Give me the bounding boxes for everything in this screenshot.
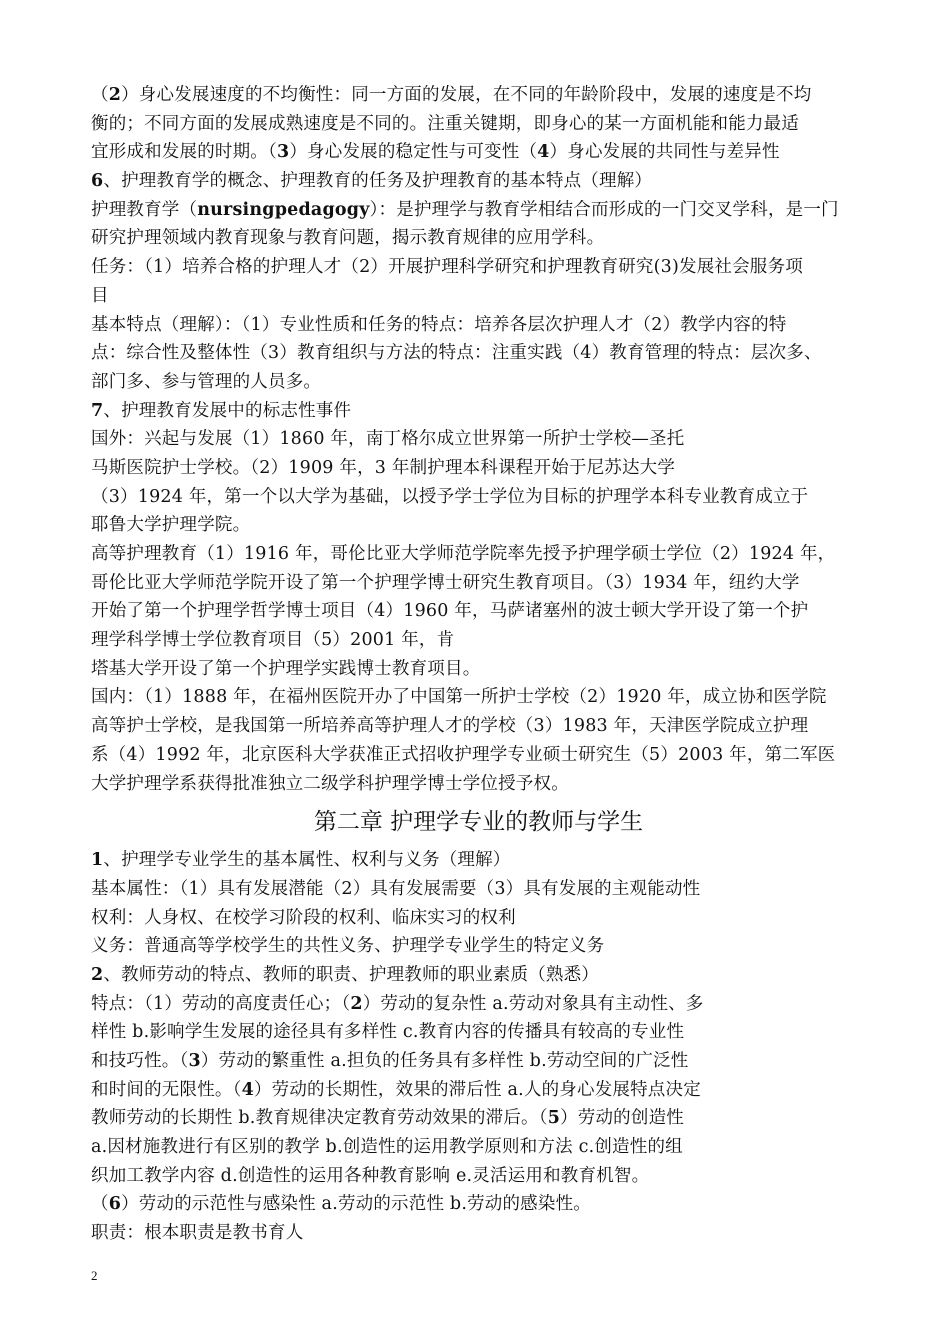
section-1-content [91,81,866,798]
text-line: （2）身心发展速度的不均衡性：同一方面的发展，在不同的年龄阶段中，发展的速度是不均 [91,85,812,105]
text-line: 宜形成和发展的时期。（3）身心发展的稳定性与可变性（4）身心发展的共同性与差异性 [91,142,780,163]
chapter-title: 第二章 护理学专业的教师与学生 [313,809,644,836]
text-line: （3）1924 年，第一个以大学为基础，以授予学士学位为目标的护理学本科专业教育成立于 [91,486,809,507]
text-line: 衡的；不同方面的发展成熟速度是不同的。注重关键期，即身心的某一方面机能和能力最适 [91,113,799,134]
text-line: 高等护理教育（1）1916 年，哥伦比亚大学师范学院率先授予护理学硕士学位（2）1924 年， [91,544,836,564]
text-line: 基本特点（理解）：（1）专业性质和任务的特点：培养各层次护理人才（2）教学内容的特 [91,314,787,335]
text-line: 国内：（1）1888 年，在福州医院开办了中国第一所护士学校（2）1920 年，成立协和医学院 [91,687,827,708]
text-line: 和时间的无限性。（4）劳动的长期性，效果的滞后性 a.人的身心发展特点决定 [91,1079,701,1100]
text-line: 塔基大学开设了第一个护理学实践博士教育项目。 [91,658,481,679]
text-line: 耶鲁大学护理学院。 [91,515,251,536]
section-2-content [91,846,866,1248]
text-line: 理学科学博士学位教育项目（5）2001 年，肯 [91,630,455,651]
text-line: 大学护理学系获得批准独立二级学科护理学博士学位授予权。 [91,773,569,794]
text-line: 系（4）1992 年，北京医科大学获准正式招收护理学专业硕士研究生（5）2003 年，第二军医 [91,744,836,765]
text-line: （6）劳动的示范性与感染性 a.劳动的示范性 b.劳动的感染性。 [91,1194,591,1215]
document-body [91,81,866,1248]
text-line: 护理教育学（nursingpedagogy）：是护理学与教育学相结合而形成的一门交叉学科，是一门 [91,199,839,220]
text-line: 样性 b.影响学生发展的途径具有多样性 c.教育内容的传播具有较高的专业性 [91,1022,685,1043]
text-line: 和技巧性。（3）劳动的繁重性 a.担负的任务具有多样性 b.劳动空间的广泛性 [91,1051,689,1071]
text-line: a.因材施教进行有区别的教学 b.创造性的运用教学原则和方法 c.创造性的组 [91,1137,683,1158]
text-line: 基本属性：（1）具有发展潜能（2）具有发展需要（3）具有发展的主观能动性 [91,878,701,899]
text-line: 7、护理教育发展中的标志性事件 [91,400,352,421]
text-line: 教师劳动的长期性 b.教育规律决定教育劳动效果的滞后。（5）劳动的创造性 [91,1108,684,1129]
text-line: 职责：根本职责是教书育人 [91,1223,304,1244]
text-line: 哥伦比亚大学师范学院开设了第一个护理学博士研究生教育项目。（3）1934 年，纽约大学 [91,572,800,593]
text-line: 6、护理教育学的概念、护理教育的任务及护理教育的基本特点（理解） [91,171,653,192]
text-line: 国外：兴起与发展（1）1860 年，南丁格尔成立世界第一所护士学校—圣托 [91,429,685,450]
text-line: 开始了第一个护理学哲学博士项目（4）1960 年，马萨诸塞州的波士顿大学开设了第一个护 [91,601,809,622]
page-number: 2 [91,1268,98,1283]
text-line: 任务：（1）培养合格的护理人才（2）开展护理科学研究和护理教育研究(3)发展社会服务项 [91,257,803,278]
text-line: 2、教师劳动的特点、教师的职责、护理教师的职业素质（熟悉） [91,964,599,985]
text-line: 马斯医院护士学校。（2）1909 年，3 年制护理本科课程开始于尼苏达大学 [91,457,676,478]
text-line: 部门多、参与管理的人员多。 [91,371,322,392]
text-line: 研究护理领域内教育现象与教育问题，揭示教育规律的应用学科。 [91,228,605,249]
text-line: 织加工教学内容 d.创造性的运用各种教育影响 e.灵活运用和教育机智。 [91,1165,650,1186]
text-line: 目 [91,285,109,306]
text-line: 1、护理学专业学生的基本属性、权利与义务（理解） [91,850,511,871]
text-line: 高等护士学校，是我国第一所培养高等护理人才的学校（3）1983 年，天津医学院成立护理 [91,716,809,737]
text-line: 特点：（1）劳动的高度责任心；（2）劳动的复杂性 a.劳动对象具有主动性、多 [91,993,704,1014]
text-line: 义务：普通高等学校学生的共性义务、护理学专业学生的特定义务 [91,936,605,957]
text-line: 权利：人身权、在校学习阶段的权利、临床实习的权利 [91,907,516,928]
text-line: 点：综合性及整体性（3）教育组织与方法的特点：注重实践（4）教育管理的特点：层次多、 [91,343,822,364]
